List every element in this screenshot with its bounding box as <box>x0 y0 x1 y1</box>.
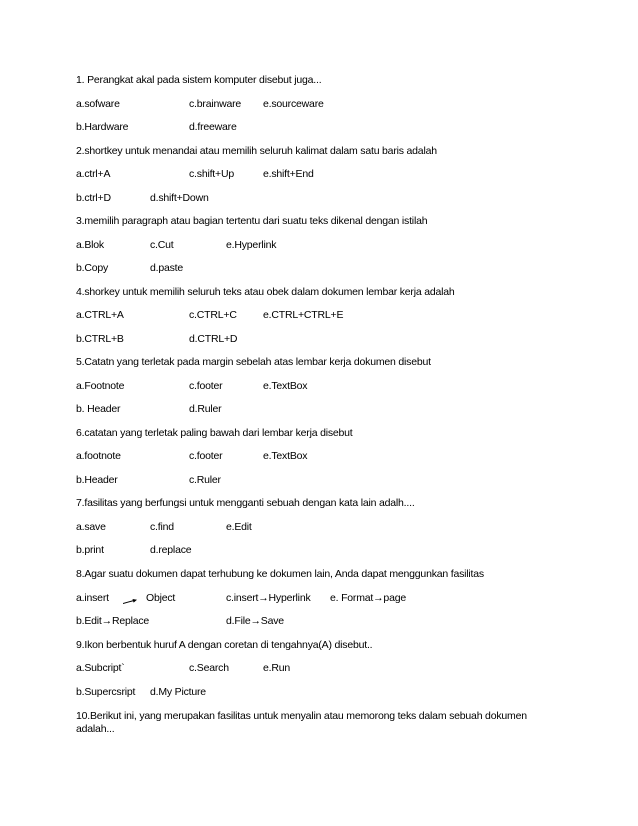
option-b: b.Header <box>76 474 118 486</box>
option-d: c.Ruler <box>189 474 221 486</box>
option-a: a.Footnote <box>76 380 125 392</box>
option-a: a.sofware <box>76 98 120 110</box>
option-d: d.freeware <box>189 121 237 133</box>
option-b: b.Edit→Replace <box>76 615 150 627</box>
option-c: c.footer <box>189 450 223 462</box>
arrow-right-icon <box>123 599 137 605</box>
question-7: 7.fasilitas yang berfungsi untuk mengganti sebuah dengan kata lain adalh.... <box>76 497 415 509</box>
option-c: c.Cut <box>150 239 174 251</box>
option-e: e.TextBox <box>263 450 308 462</box>
option-a: a.footnote <box>76 450 121 462</box>
option-a: a.Subcript` <box>76 662 125 674</box>
option-b: b.Hardware <box>76 121 129 133</box>
question-3: 3.memilih paragraph atau bagian tertentu dari suatu teks dikenal dengan istilah <box>76 215 428 227</box>
question-8: 8.Agar suatu dokumen dapat terhubung ke dokumen lain, Anda dapat menggunkan fasilitas <box>76 568 484 580</box>
question-4: 4.shorkey untuk memilih seluruh teks atau obek dalam dokumen lembar kerja adalah <box>76 286 455 298</box>
option-d: d.My Picture <box>150 686 206 698</box>
option-b: b. Header <box>76 403 121 415</box>
option-b: b.ctrl+D <box>76 192 111 204</box>
option-e: e.TextBox <box>263 380 308 392</box>
option-d: d.paste <box>150 262 184 274</box>
option-e: e.Edit <box>226 521 252 533</box>
option-b: b.print <box>76 544 104 556</box>
option-e: e.shift+End <box>263 168 314 180</box>
option-a: a.insert <box>76 592 109 604</box>
option-c: c.find <box>150 521 174 533</box>
option-b: b.Supercsript <box>76 686 136 698</box>
option-a: a.ctrl+A <box>76 168 111 180</box>
option-a: a.CTRL+A <box>76 309 124 321</box>
option-d: d.Ruler <box>189 403 222 415</box>
option-a: a.Blok <box>76 239 104 251</box>
question-2: 2.shortkey untuk menandai atau memilih seluruh kalimat dalam satu baris adalah <box>76 145 437 157</box>
option-c: c.footer <box>189 380 223 392</box>
option-e: e.CTRL+CTRL+E <box>263 309 344 321</box>
option-c: c.CTRL+C <box>189 309 237 321</box>
option-d: d.CTRL+D <box>189 333 238 345</box>
option-e: e.sourceware <box>263 98 324 110</box>
question-10: 10.Berikut ini, yang merupakan fasilitas untuk menyalin atau memorong teks dalam sebuah dokumen adalah... <box>76 710 527 735</box>
question-9: 9.Ikon berbentuk huruf A dengan coretan di tengahnya(A) disebut.. <box>76 639 373 651</box>
option-a: a.save <box>76 521 106 533</box>
option-c: c.insert→Hyperlink <box>226 592 311 604</box>
question-5: 5.Catatn yang terletak pada margin sebelah atas lembar kerja dokumen disebut <box>76 356 431 368</box>
option-e: e.Hyperlink <box>226 239 277 251</box>
option-e: e. Format→page <box>330 592 406 604</box>
option-d: d.shift+Down <box>150 192 209 204</box>
option-b: b.Copy <box>76 262 109 274</box>
option-c: c.brainware <box>189 98 242 110</box>
option-c: c.Search <box>189 662 229 674</box>
question-1: 1. Perangkat akal pada sistem komputer disebut juga... <box>76 74 322 86</box>
option-e: e.Run <box>263 662 291 674</box>
option-object: Object <box>146 592 176 604</box>
option-c: c.shift+Up <box>189 168 234 180</box>
option-b: b.CTRL+B <box>76 333 124 345</box>
question-6: 6.catatan yang terletak paling bawah dari lembar kerja disebut <box>76 427 353 439</box>
option-d: d.replace <box>150 544 192 556</box>
option-d: d.File→Save <box>226 615 284 627</box>
